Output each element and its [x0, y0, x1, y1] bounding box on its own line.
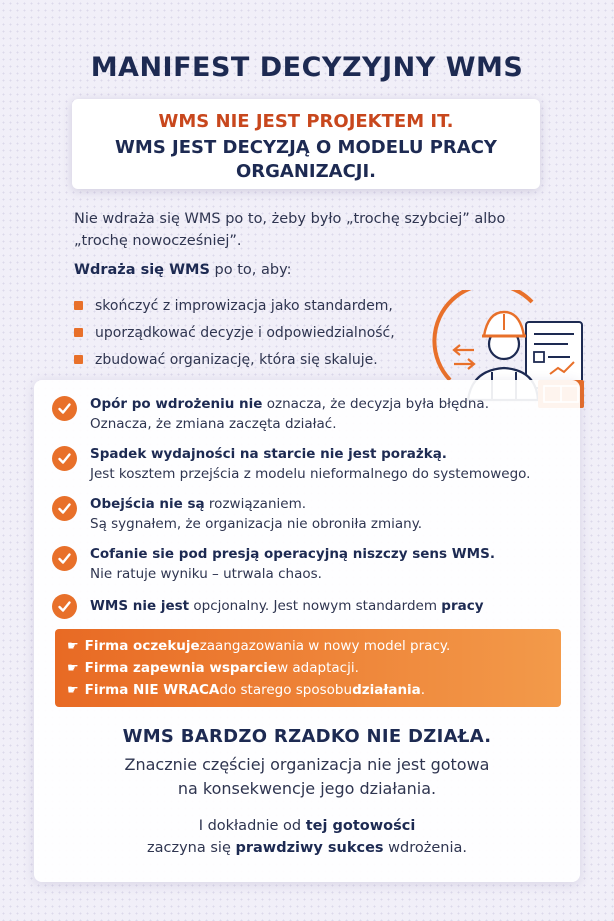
check-circle-icon — [52, 446, 77, 471]
principle-bold: WMS nie jest — [90, 598, 190, 614]
hero-headline: WMS NIE JEST PROJEKTEM IT. — [158, 111, 454, 132]
principle-text — [90, 592, 572, 616]
page-title: MANIFEST DECYZYJNY WMS — [90, 52, 524, 83]
principle-line2: Oznacza, że zmiana zaczęta działać. — [90, 416, 337, 432]
conclusion-subtitle-line1: Znacznie częściej organizacja nie jest gotowa — [124, 755, 490, 774]
conclusion-subtitle — [34, 753, 580, 801]
hero-statement-card — [72, 99, 540, 189]
principle-item — [52, 494, 572, 534]
commitments-banner — [55, 629, 561, 707]
goals-list — [74, 292, 395, 373]
commitment-rest: w adaptacji. — [277, 660, 359, 676]
principle-line2: Nie ratuje wyniku – utrwala chaos. — [90, 566, 322, 582]
intro-line1: Nie wdraża się WMS po to, żeby było „trochę szybciej” albo — [74, 211, 506, 227]
commitment-bold-end: działania — [352, 682, 421, 698]
check-circle-icon — [52, 594, 77, 619]
principle-line2: Jest kosztem przejścia z modelu nieformalnego do systemowego. — [90, 466, 531, 482]
hero-subheadline-line1: WMS JEST DECYZJĄ O MODELU PRACY — [115, 137, 497, 158]
principle-item — [52, 394, 572, 434]
principle-rest: rozwiązaniem. — [204, 496, 307, 512]
principles-panel — [34, 380, 580, 882]
hero-subheadline-line2: ORGANIZACJI. — [235, 161, 377, 182]
principle-item — [52, 544, 572, 584]
commitment-rest: do starego sposobu — [219, 682, 353, 698]
principle-bold: Spadek wydajności na starcie nie jest porażką. — [90, 446, 447, 462]
goal-text: zbudować organizację, która się skaluje. — [95, 351, 378, 368]
final-line1-pre: I dokładnie od — [198, 818, 306, 834]
check-circle-icon — [52, 496, 77, 521]
final-line2-pre: zaczyna się — [147, 840, 236, 856]
goal-text: skończyć z improwizacja jako standardem, — [95, 297, 393, 314]
principle-rest: oznacza, że decyzja była błędna. — [262, 396, 489, 412]
check-circle-icon — [52, 396, 77, 421]
commitment-item — [55, 657, 561, 679]
orange-square-icon — [74, 328, 83, 337]
commitment-bold: Firma zapewnia wsparcie — [84, 660, 278, 676]
conclusion-section — [34, 726, 580, 859]
hero-subheadline — [72, 136, 540, 184]
principle-text — [90, 444, 572, 484]
goal-item — [74, 292, 395, 319]
principle-rest: opcjonalny. Jest nowym standardem — [189, 598, 442, 614]
orange-square-icon — [74, 355, 83, 364]
conclusion-subtitle-line2: na konsekwencje jego działania. — [177, 779, 437, 798]
goals-lead-bold: Wdraża się WMS — [74, 262, 210, 278]
commitment-item — [55, 635, 561, 657]
goal-item — [74, 319, 395, 346]
conclusion-title: WMS BARDZO RZADKO NIE DZIAŁA. — [122, 726, 492, 747]
check-circle-icon — [52, 546, 77, 571]
final-line2-bold: prawdziwy sukces — [235, 840, 384, 856]
final-line2-post: wdrożenia. — [383, 840, 467, 856]
goal-item — [74, 346, 395, 373]
goal-text: uporządkować decyzje i odpowiedzialność, — [95, 324, 395, 341]
principle-bold-end: pracy — [441, 598, 484, 614]
principle-item — [52, 592, 572, 616]
commitment-item — [55, 679, 561, 701]
principle-bold: Opór po wdrożeniu nie — [90, 396, 263, 412]
principle-bold: Obejścia nie są — [90, 496, 205, 512]
orange-square-icon — [74, 301, 83, 310]
conclusion-final — [34, 815, 580, 859]
goals-lead — [74, 262, 292, 278]
principle-text — [90, 394, 572, 434]
intro-line2: „trochę nowocześniej”. — [74, 233, 242, 249]
commitment-period: . — [420, 682, 426, 698]
pointing-hand-icon: ☛ — [67, 638, 79, 654]
principle-bold: Cofanie sie pod presją operacyjną niszczy sens WMS. — [90, 546, 495, 562]
principle-text — [90, 494, 572, 534]
principle-text — [90, 544, 572, 584]
principle-item — [52, 444, 572, 484]
goals-lead-rest: po to, aby: — [209, 262, 292, 278]
commitment-bold: Firma NIE WRACA — [84, 682, 220, 698]
principle-line2: Są sygnałem, że organizacja nie obroniła zmiany. — [90, 516, 423, 532]
intro-paragraph — [74, 208, 544, 252]
commitment-rest: zaangazowania w nowy model pracy. — [199, 638, 451, 654]
pointing-hand-icon: ☛ — [67, 682, 79, 698]
commitment-bold: Firma oczekuje — [84, 638, 200, 654]
pointing-hand-icon: ☛ — [67, 660, 79, 676]
final-line1-bold: tej gotowości — [305, 818, 416, 834]
